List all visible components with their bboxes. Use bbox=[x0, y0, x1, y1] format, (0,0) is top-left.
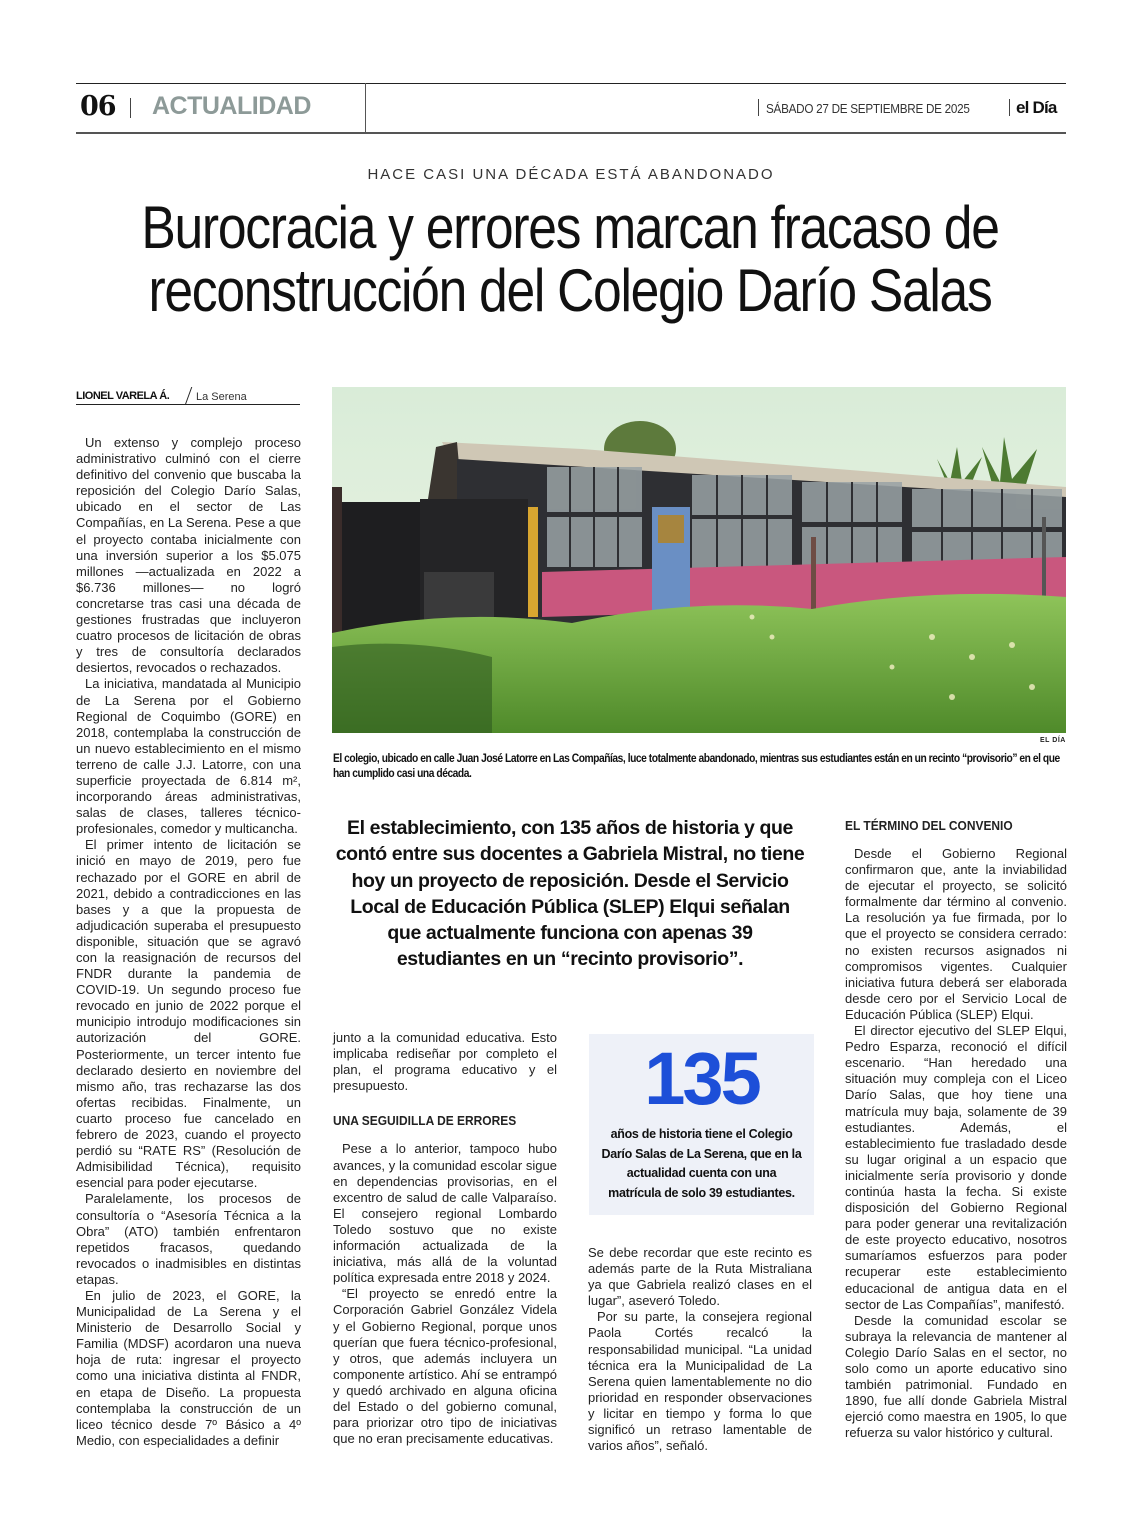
photo-caption: El colegio, ubicado en calle Juan José Latorre en Las Compañías, luce totalmente abandonado, mientras sus estudiantes están en un recinto “provisorio” en el que han cumplido casi una década. bbox=[333, 753, 1060, 780]
paragraph: En julio de 2023, el GORE, la Municipalidad de La Serena y el Ministerio de Desarrollo Social y Familia (MDSF) acordaron una nueva hoja de ruta: ingresar el proyecto como una iniciativa distinta al FNDR, en etapa de Diseño. La propuesta contemplaba la construcción de un liceo técnico desde 7º Básico a 4º Medio, con especialidades a definir bbox=[76, 1287, 301, 1448]
stat-description: años de historia tiene el Colegio Darío Salas de La Serena, que en la actualidad cuenta con una matrícula de solo 39 estudiantes. bbox=[601, 1127, 802, 1200]
issue-date: SÁBADO 27 DE SEPTIEMBRE DE 2025 bbox=[766, 101, 970, 116]
pull-quote: El establecimiento, con 135 años de historia y que contó entre sus docentes a Gabriela Mistral, no tiene hoy un proyecto de reposición. Desde el Servicio Local de Educación Pública (SLEP) Elqui señalan que actualmente funciona con apenas 39 estudiantes en un “recinto provisorio”. bbox=[335, 817, 805, 971]
paragraph: Se debe recordar que este recinto es además parte de la Ruta Mistraliana ya que Gabriela realizó clases en el lugar”, aseveró Toledo. bbox=[588, 1245, 812, 1309]
paragraph: La iniciativa, mandatada al Municipio de La Serena por el Gobierno Regional de Coquimbo (GORE) en 2018, contemplaba la construcción de un nuevo establecimiento en el mismo terreno de calle J.J. Latorre, con una superficie proyectada de 6.814 m², incorporando áreas administrativas, salas de clases, talleres técnico-profesionales, comedor y multicancha. bbox=[76, 676, 301, 837]
paragraph: Paralelamente, los procesos de consultoría o “Asesoría Técnica a la Obra” (ATO) también enfrentaron repetidos fracasos, quedando revocados o inadmisibles en distintas etapas. bbox=[76, 1191, 301, 1287]
byline-author: LIONEL VARELA Á. bbox=[76, 390, 170, 402]
paragraph: Desde el Gobierno Regional confirmaron que, ante la inviabilidad de ejecutar el proyecto, se solicitó formalmente dar término al convenio. La resolución ya fue firmada, por lo que el proyecto se considera cerrado: no existen recursos asignados ni compromisos vigentes. Cualquier iniciativa futura deberá ser elaborada desde cero por el Servicio Local de Educación Pública (SLEP) Elqui. bbox=[845, 846, 1067, 1022]
subhead-seguidilla-errores: UNA SEGUIDILLA DE ERRORES bbox=[333, 1113, 517, 1129]
article-column-2 bbox=[333, 1030, 557, 1447]
stat-box bbox=[589, 1034, 814, 1215]
article-column-1 bbox=[76, 435, 301, 1449]
paragraph: Un extenso y complejo proceso administrativo culminó con el cierre definitivo del convenio que buscaba la reposición del Colegio Darío Salas, ubicado en el sector de Las Compañías, en La Serena. Pese a que el proyecto contaba inicialmente con una inversión superior a los $5.075 millones —actualizada en 2022 a $6.736 millones— no logró concretarse tras casi una década de gestiones frustradas que incluyeron cuatro procesos de licitación de obras y tres de consultoría declarados desiertos, revocados o rechazados. bbox=[76, 435, 301, 676]
header-divider bbox=[365, 83, 366, 133]
kicker: HACE CASI UNA DÉCADA ESTÁ ABANDONADO bbox=[367, 166, 775, 183]
newspaper-logo: el Día bbox=[1016, 98, 1057, 117]
headline: Burocracia y errores marcan fracaso de reconstrucción del Colegio Darío Salas bbox=[141, 194, 999, 324]
school-building-photo bbox=[332, 387, 1066, 733]
article-photo bbox=[332, 387, 1066, 733]
paragraph: El primer intento de licitación se inició en mayo de 2019, pero fue rechazado por el GORE en abril de 2021, debido a contradicciones en las bases y a que la propuesta de adjudicación superaba el presupuesto disponible, situación que se agravó con la reasignación de recursos del FNDR durante la pandemia de COVID-19. Un segundo proceso fue revocado en junio de 2022 porque el municipio introdujo modificaciones sin autorización del GORE. Posteriormente, un tercer intento fue declarado desierto en noviembre del mismo año, tras rechazarse las dos ofertas recibidas. Finalmente, un cuarto proceso fue cancelado en febrero de 2023, cuando el proyecto perdió su “RATE RS” (Resolución de Admisibilidad Técnica), requisito esencial para poder ejecutarse. bbox=[76, 837, 301, 1191]
page-number: 06 bbox=[80, 91, 116, 122]
paragraph: Por su parte, la consejera regional Paola Cortés recalcó la responsabilidad municipal. “La unidad técnica era la Municipalidad de La Serena quien lamentablemente no dio prioridad en responder observaciones y licitar en tiempo y forma lo que significó un retraso lamentable de varios años”, señaló. bbox=[588, 1309, 812, 1454]
subhead-termino-convenio: EL TÉRMINO DEL CONVENIO bbox=[845, 818, 1013, 833]
paragraph: El director ejecutivo del SLEP Elqui, Pedro Esparza, reconoció el difícil escenario. “Han heredado una situación muy compleja con el Liceo Darío Salas, que hoy tiene una matrícula muy baja, solamente de 39 estudiantes. Además, el establecimiento fue trasladado desde su lugar original a un espacio que inicialmente sería provisorio y donde continúa hasta la fecha. Si existe disposición del Gobierno Regional para poder generar una revitalización de este proyecto educativo, nosotros sumaríamos esfuerzos para poder recuperar este establecimiento educacional de antigua data en el sector de Las Compañías”, manifestó. bbox=[845, 1023, 1067, 1312]
stat-number: 135 bbox=[644, 1037, 759, 1120]
byline-slash bbox=[185, 387, 193, 405]
article-column-3 bbox=[588, 1245, 812, 1454]
brand-separator bbox=[1009, 99, 1010, 116]
date-separator bbox=[758, 99, 759, 116]
paragraph: junto a la comunidad educativa. Esto implicaba rediseñar por completo el plan, el programa educativo y el presupuesto. bbox=[333, 1030, 557, 1094]
article-column-4 bbox=[845, 846, 1067, 1441]
paragraph: Desde la comunidad escolar se subraya la relevancia de mantener al Colegio Darío Salas en el sector, no solo como un aporte educativo sino también patrimonial. Fundado en 1890, fue allí donde Gabriela Mistral ejerció como maestra en 1905, lo que refuerza su valor histórico y cultural. bbox=[845, 1312, 1067, 1441]
paragraph: “El proyecto se enredó entre la Corporación Gabriel González Videla y el Gobierno Regional, porque unos querían que fuera técnico-profesional, y otros, que además incluyera un componente artístico. Ahí se entrampó y quedó archivado en alguna oficina del Estado o del gobierno comunal, para priorizar otro tipo de iniciativas que no eran precisamente educativas. bbox=[333, 1286, 557, 1447]
photo-credit: EL DÍA bbox=[1040, 737, 1066, 744]
section-label: ACTUALIDAD bbox=[152, 92, 311, 120]
paragraph: Pese a lo anterior, tampoco hubo avances, y la comunidad escolar sigue en dependencias provisorias, en el excentro de salud de calle Valparaíso. El consejero regional Lombardo Toledo sostuvo que no existe información actualizada de la iniciativa, más allá de la voluntad política expresada entre 2018 y 2024. bbox=[333, 1141, 557, 1286]
header-bottom-rule bbox=[76, 132, 1066, 134]
byline-rule bbox=[76, 404, 300, 405]
byline-location: La Serena bbox=[196, 391, 247, 403]
section-separator bbox=[130, 98, 131, 118]
header-top-rule bbox=[76, 83, 1066, 84]
